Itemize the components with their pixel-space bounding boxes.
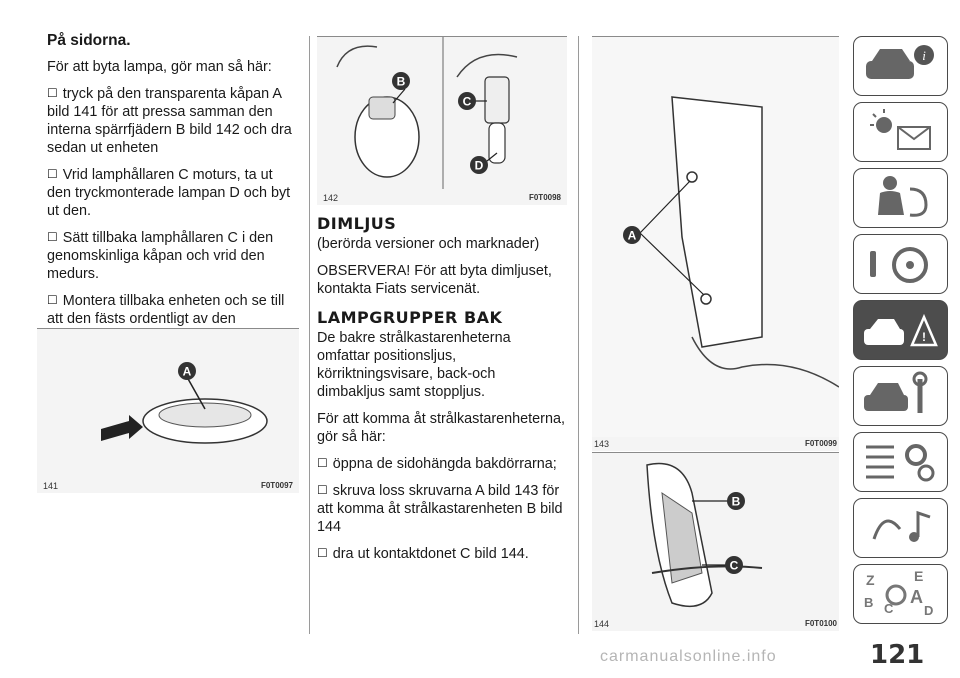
step-2: ☐ skruva loss skruvarna A bild 143 för att komma åt strålkastarenheten B bild 144: [317, 482, 567, 536]
index-icon: [854, 565, 946, 622]
column-divider: [309, 36, 310, 634]
column-divider: [578, 36, 579, 634]
sidebar-item-warning-lights[interactable]: [853, 102, 948, 162]
rear-light-connector-illustration: [592, 453, 839, 631]
callout-a: A: [627, 228, 637, 243]
section-subtitle: (berörda versioner och marknader): [317, 236, 540, 252]
figure-id: F0T0100: [804, 619, 837, 628]
svg-text:Z: Z: [866, 572, 875, 588]
paragraph-2: För att komma åt strålkastarenheterna, gör så här:: [317, 411, 565, 445]
svg-text:C: C: [884, 601, 894, 616]
section-title-dimljus: DIMLJUS: [317, 214, 397, 233]
figure-number: 142: [323, 193, 339, 203]
figure-number: 141: [43, 481, 59, 491]
safety-icon: [854, 169, 946, 226]
emergency-icon: [854, 301, 946, 358]
callout-c: C: [729, 558, 739, 573]
svg-text:A: A: [910, 587, 923, 607]
lamp-holder-illustration: [317, 37, 567, 205]
svg-text:!: !: [922, 330, 926, 344]
section-heading: På sidorna.: [47, 32, 131, 49]
column-2: [317, 214, 567, 572]
sidebar-item-emergency[interactable]: [853, 300, 948, 360]
sidebar-item-safety[interactable]: [853, 168, 948, 228]
sidebar-item-index[interactable]: [853, 564, 948, 624]
figure-144: [592, 452, 839, 631]
step-3: ☐ Sätt tillbaka lamphållaren C i den genomskinliga kåpan och vrid den medurs.: [47, 229, 299, 283]
watermark: carmanualsonline.info: [600, 648, 777, 665]
step-2: ☐ Vrid lamphållaren C moturs, ta ut den tryckmonterade lampan D och byt ut den.: [47, 166, 299, 220]
callout-c: C: [462, 94, 472, 109]
section-title-lampgrupper: LAMPGRUPPER BAK: [317, 308, 503, 327]
step-1: ☐ tryck på den transparenta kåpan A bild 141 för att pressa samman den interna spärrfjädern B bild 142 och dra sedan ut enheten: [47, 85, 299, 157]
step-4: ☐ Montera tillbaka enheten och se till att den fästs ordentligt av den: [47, 292, 299, 346]
note-text: OBSERVERA! För att byta dimljuset, kontakta Fiats servicenät.: [317, 263, 552, 297]
warning-lights-icon: [854, 103, 946, 160]
figure-id: F0T0097: [260, 481, 293, 490]
sidebar-item-multimedia[interactable]: [853, 498, 948, 558]
figure-141: [37, 328, 299, 493]
sidebar-item-maintenance[interactable]: [853, 366, 948, 426]
intro-text: För att byta lampa, gör man så här:: [47, 59, 272, 75]
maintenance-icon: [854, 367, 946, 424]
driving-icon: [854, 235, 946, 292]
figure-number: 144: [594, 619, 610, 629]
callout-b: B: [396, 74, 406, 89]
paragraph-1: De bakre strålkastarenheterna omfattar positionsljus, körriktningsvisare, back-och dimbakljus samt stoppljus.: [317, 330, 511, 400]
svg-text:i: i: [922, 48, 926, 63]
sidebar-item-car-info[interactable]: [853, 36, 948, 96]
sidebar-item-driving[interactable]: [853, 234, 948, 294]
callout-b: B: [731, 494, 741, 509]
lamp-illustration: [37, 329, 299, 493]
svg-text:D: D: [924, 603, 934, 618]
car-info-icon: [854, 37, 946, 94]
page-number: 121: [870, 640, 925, 670]
svg-text:B: B: [864, 595, 874, 610]
figure-id: F0T0098: [528, 193, 561, 202]
step-3: ☐ dra ut kontaktdonet C bild 144.: [317, 545, 567, 563]
figure-number: 143: [594, 439, 610, 449]
rear-light-screws-illustration: [592, 37, 839, 451]
callout-d: D: [474, 158, 484, 173]
step-1: ☐ öppna de sidohängda bakdörrarna;: [317, 455, 567, 473]
figure-143: [592, 36, 839, 451]
multimedia-icon: [854, 499, 946, 556]
figure-142: [317, 36, 567, 205]
svg-text:E: E: [914, 568, 924, 584]
figure-id: F0T0099: [804, 439, 837, 448]
sidebar-item-technical-data[interactable]: [853, 432, 948, 492]
callout-a: A: [182, 364, 192, 379]
technical-data-icon: [854, 433, 946, 490]
column-1: [47, 28, 299, 355]
